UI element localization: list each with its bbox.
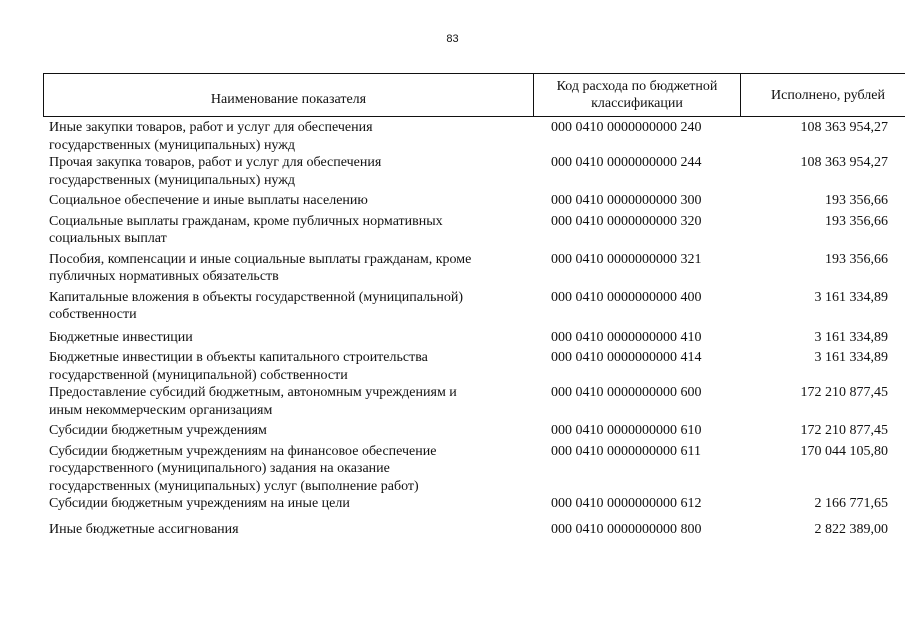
table-row [49,349,894,384]
row-name [49,521,551,539]
column-header-code-line-2: классификации [591,96,683,111]
row-name-line: Бюджетные инвестиции в объекты капитального строительства [49,350,428,365]
table-row [49,443,894,496]
row-name [49,289,551,324]
table-row [49,192,894,210]
row-code: 000 0410 0000000000 610 [551,423,702,438]
table-row [49,384,894,419]
table-header [43,73,905,117]
row-amount: 170 044 105,80 [800,443,888,459]
column-header-name [44,74,534,117]
table-row [49,154,894,189]
row-name [49,422,551,440]
row-name-line: государственных (муниципальных) нужд [49,172,296,188]
row-amount: 193 356,66 [825,193,888,208]
row-name [49,213,551,248]
row-name [49,119,551,154]
row-name-line: государственной (муниципальной) собственности [49,367,348,383]
table-row [49,422,894,440]
table-row [49,495,894,513]
table-row [49,119,894,154]
row-name [49,495,551,513]
row-name-line: социальных выплат [49,231,167,246]
row-code: 000 0410 0000000000 800 [551,521,702,537]
table-body [49,119,894,538]
row-name-line: государственных (муниципальных) услуг (выполнение работ) [49,478,419,494]
row-amount: 172 210 877,45 [800,385,888,400]
column-header-amount-text: Исполнено, рублей [771,87,885,103]
row-name-line: Субсидии бюджетным учреждениям [49,423,267,438]
row-name [49,192,551,210]
row-amount: 172 210 877,45 [800,423,888,438]
row-name-line: Социальное обеспечение и иные выплаты населению [49,193,368,208]
row-name-line: Иные бюджетные ассигнования [49,521,239,537]
page-number: 83 [446,33,459,45]
row-code: 000 0410 0000000000 320 [551,213,702,229]
row-code: 000 0410 0000000000 400 [551,289,702,305]
row-name-line: государственного (муниципального) задания на оказание [49,461,390,476]
row-amount: 108 363 954,27 [800,155,888,170]
table-row [49,289,894,324]
row-code: 000 0410 0000000000 611 [551,443,701,459]
row-name-line: иным некоммерческим организациям [49,402,273,418]
row-name [49,329,551,347]
row-name-line: собственности [49,307,137,322]
row-amount: 3 161 334,89 [814,289,888,305]
row-name [49,251,551,286]
row-code: 000 0410 0000000000 612 [551,496,702,511]
table-row [49,329,894,347]
row-name-line: Бюджетные инвестиции [49,329,193,345]
row-amount: 193 356,66 [825,213,888,229]
row-name-line: Пособия, компенсации и иные социальные выплаты гражданам, кроме [49,251,472,267]
table-row [49,213,894,248]
row-amount: 108 363 954,27 [800,120,888,135]
column-header-code [534,74,741,117]
row-amount: 2 166 771,65 [814,496,888,511]
row-name-line: Иные закупки товаров, работ и услуг для обеспечения [49,120,373,135]
row-name [49,384,551,419]
row-name [49,443,551,496]
row-code: 000 0410 0000000000 600 [551,385,702,400]
column-header-name-text: Наименование показателя [210,91,367,107]
row-code: 000 0410 0000000000 414 [551,350,702,365]
row-amount: 3 161 334,89 [814,329,888,345]
row-name-line: Субсидии бюджетным учреждениям на иные цели [49,496,350,511]
row-name [49,154,551,189]
column-header-amount [741,74,905,117]
column-header-code-line-1: Код расхода по бюджетной [556,79,718,94]
row-code: 000 0410 0000000000 240 [551,120,702,135]
row-name-line: публичных нормативных обязательств [49,269,279,284]
row-code: 000 0410 0000000000 321 [551,251,702,267]
row-name-line: Предоставление субсидий бюджетным, автономным учреждениям и [49,385,457,400]
row-code: 000 0410 0000000000 300 [551,193,702,208]
row-amount: 2 822 389,00 [814,521,888,537]
row-name [49,349,551,384]
row-name-line: государственных (муниципальных) нужд [49,137,296,153]
row-name-line: Прочая закупка товаров, работ и услуг для обеспечения [49,155,382,170]
table-row [49,521,894,539]
row-amount: 193 356,66 [825,251,888,267]
row-amount: 3 161 334,89 [814,350,888,365]
row-name-line: Социальные выплаты гражданам, кроме публичных нормативных [49,213,443,229]
row-name-line: Капитальные вложения в объекты государственной (муниципальной) [49,289,464,305]
table-row [49,251,894,286]
row-name-line: Субсидии бюджетным учреждениям на финансовое обеспечение [49,443,437,459]
row-code: 000 0410 0000000000 410 [551,329,702,345]
row-code: 000 0410 0000000000 244 [551,155,702,170]
